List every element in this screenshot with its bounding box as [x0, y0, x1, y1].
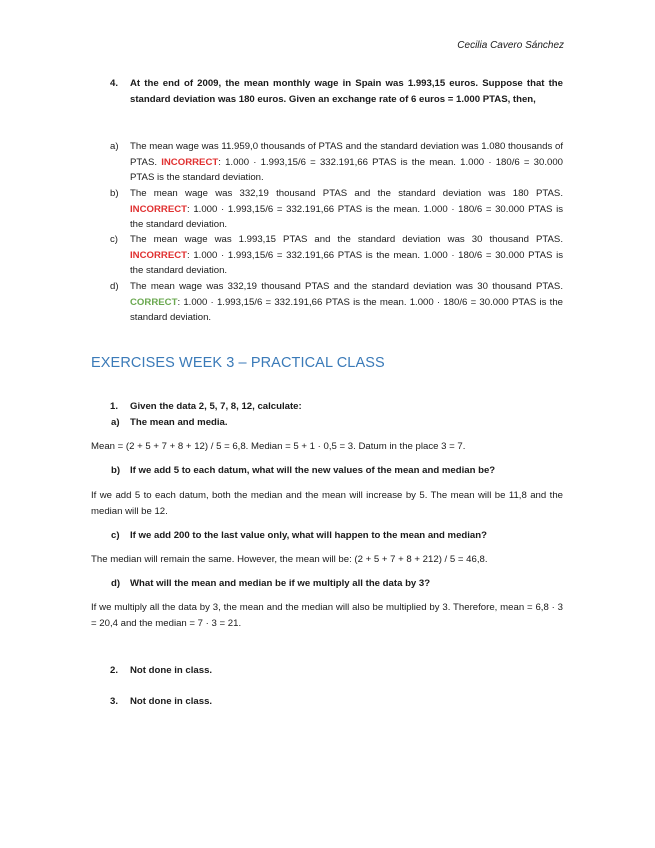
option-c [130, 232, 563, 279]
option-explanation: : 1.000 · 1.993,15/6 = 332.191,66 PTAS is the mean. 1.000 · 180/6 = 30.000 PTAS is the standard deviation. [130, 249, 563, 277]
option-explanation: : 1.000 · 1.993,15/6 = 332.191,66 PTAS is the mean. 1.000 · 180/6 = 30.000 PTAS is the standard deviation. [130, 296, 563, 324]
verdict-incorrect: INCORRECT [161, 156, 219, 168]
option-text: The mean wage was 11.959,0 thousands of PTAS and the standard deviation was 1.080 thousands of PTAS. [130, 141, 563, 168]
part-answer: If we multiply all the data by 3, the mean and the median will also be multiplied by 3. Therefore, mean = 6,8 · 3 = 20,4 and the median = 7 · 3 = 21. [91, 602, 563, 629]
exercise-number: 1. [110, 401, 119, 412]
option-text: The mean wage was 332,19 thousand PTAS and the standard deviation was 180 PTAS. [130, 188, 563, 199]
part-answer: Mean = (2 + 5 + 7 + 8 + 12) / 5 = 6,8. Median = 5 + 1 · 0,5 = 3. Datum in the place 3 = 7. [91, 441, 466, 452]
option-text: The mean wage was 332,19 thousand PTAS and the standard deviation was 30 thousand PTAS. [130, 281, 563, 292]
verdict-incorrect: INCORRECT [130, 249, 188, 261]
header-author: Cecilia Cavero Sánchez [457, 40, 564, 51]
option-a [130, 139, 563, 186]
option-b [130, 186, 563, 233]
part-label: d) [111, 578, 121, 589]
option-label: d) [110, 281, 119, 292]
part-question: What will the mean and median be if we multiply all the data by 3? [130, 578, 431, 589]
part-answer: If we add 5 to each datum, both the median and the mean will increase by 5. The mean will be 11,8 and the median will be 12. [91, 490, 563, 517]
part-label: b) [111, 465, 121, 476]
option-label: c) [110, 234, 118, 245]
question-text: At the end of 2009, the mean monthly wage in Spain was 1.993,15 euros. Suppose that the standard deviation was 180 euros. Given an exchange rate of 6 euros = 1.000 PTAS, then, [130, 78, 563, 105]
exercise-number: 2. [110, 665, 119, 676]
part-question: If we add 200 to the last value only, what will happen to the mean and median? [130, 530, 487, 541]
part-label: c) [111, 530, 120, 541]
exercise-text: Not done in class. [130, 665, 213, 676]
option-label: a) [110, 141, 119, 152]
exercise-number: 3. [110, 696, 119, 707]
section-heading: EXERCISES WEEK 3 – PRACTICAL CLASS [91, 355, 385, 371]
part-question: If we add 5 to each datum, what will the new values of the mean and median be? [130, 465, 496, 476]
option-explanation: : 1.000 · 1.993,15/6 = 332.191,66 PTAS is the mean. 1.000 · 180/6 = 30.000 PTAS is the standard deviation. [130, 203, 563, 231]
part-question: The mean and media. [130, 417, 228, 428]
verdict-correct: CORRECT [130, 296, 178, 308]
exercise-prompt: Given the data 2, 5, 7, 8, 12, calculate: [130, 401, 302, 412]
part-label: a) [111, 417, 120, 428]
option-d [130, 279, 563, 326]
part-answer: The median will remain the same. However, the mean will be: (2 + 5 + 7 + 8 + 212) / 5 = 46,8. [91, 554, 488, 565]
verdict-incorrect: INCORRECT [130, 203, 188, 215]
question-number: 4. [110, 78, 119, 89]
option-explanation: : 1.000 · 1.993,15/6 = 332.191,66 PTAS is the mean. 1.000 · 180/6 = 30.000 PTAS is the standard deviation. [130, 156, 564, 184]
option-label: b) [110, 188, 119, 199]
exercise-text: Not done in class. [130, 696, 213, 707]
option-text: The mean wage was 1.993,15 PTAS and the standard deviation was 30 thousand PTAS. [130, 234, 563, 245]
